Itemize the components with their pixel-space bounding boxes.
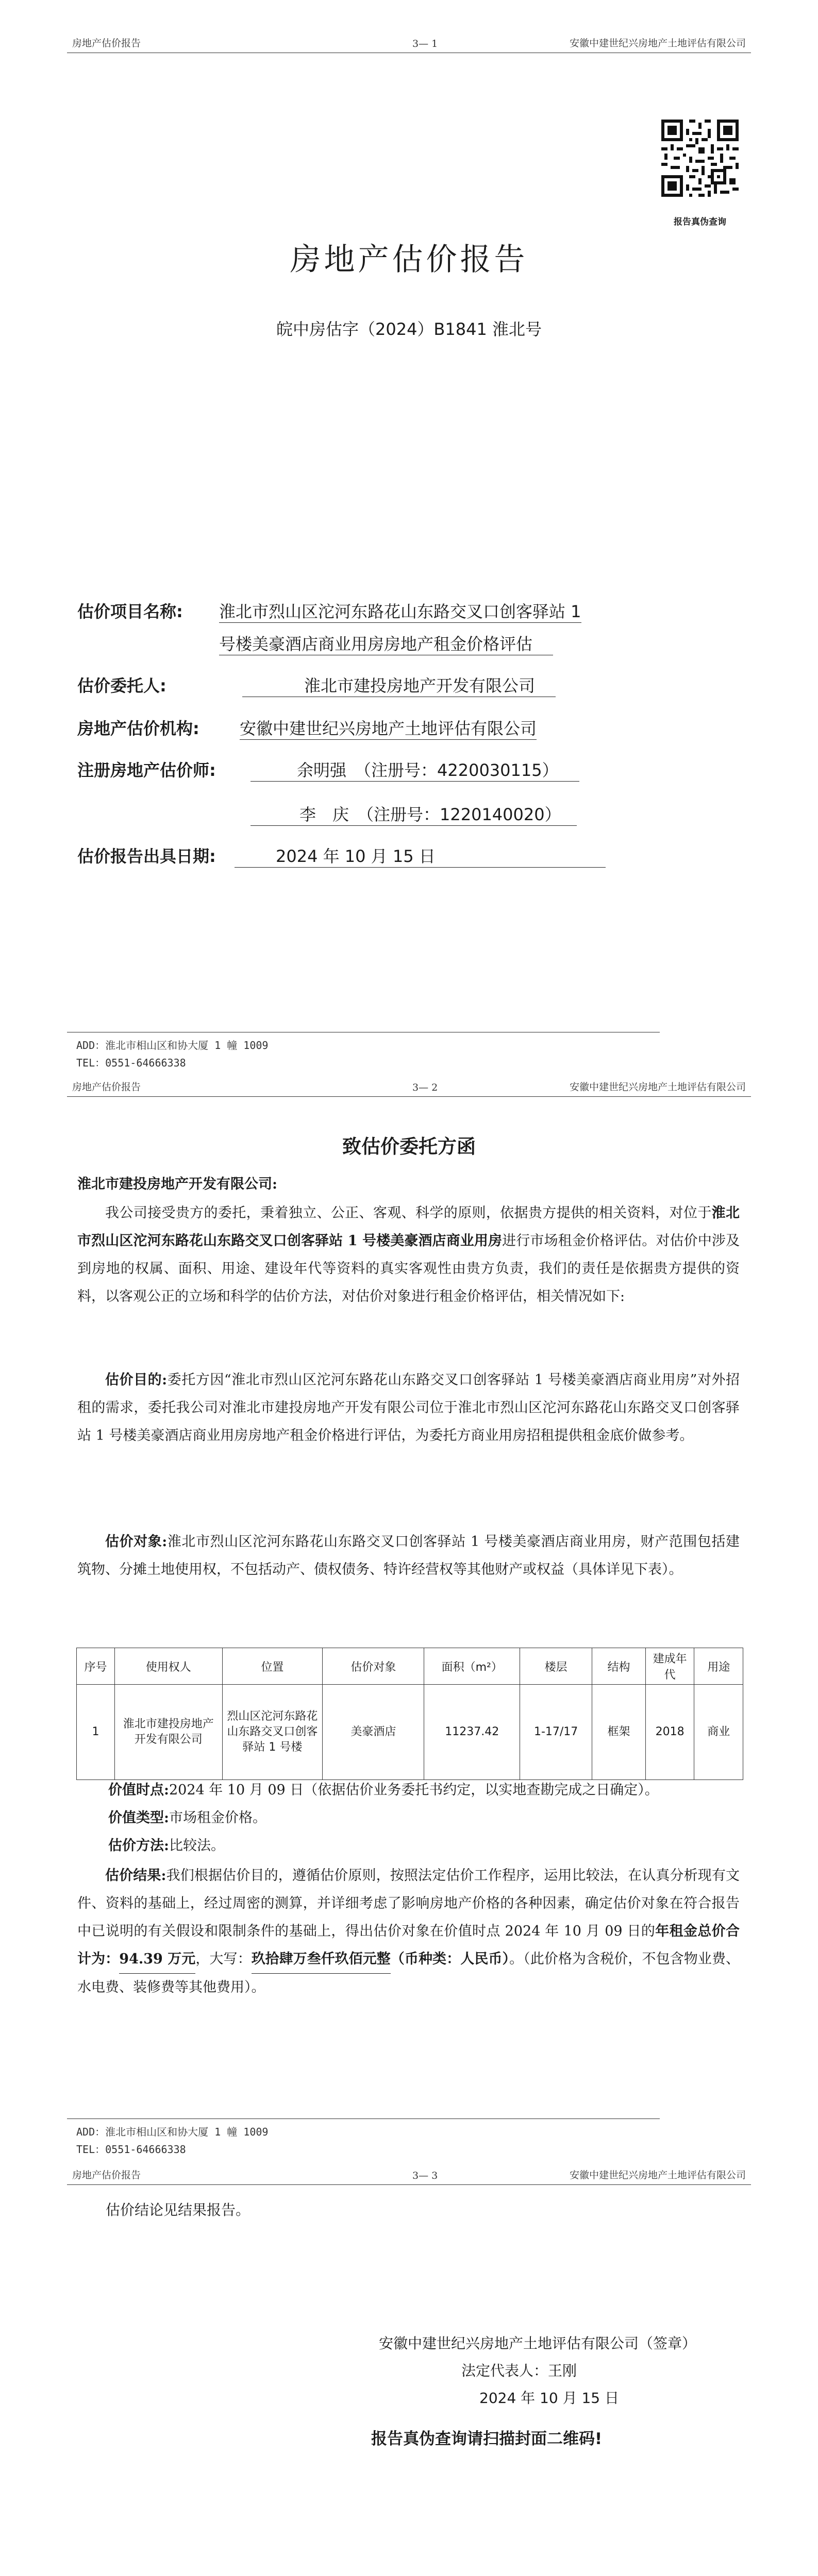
project-name-line2: 号楼美豪酒店商业用房房地产租金价格评估 bbox=[219, 631, 553, 655]
qr-code[interactable] bbox=[661, 120, 739, 197]
table-row bbox=[77, 1685, 743, 1780]
valuation-result: 估价结果:我们根据估价目的，遵循估价原则，按照法定估价工作程序，运用比较法，在认真分析现有文件、资料的基础上，经过周密的测算，并详细考虑了影响房地产价格的各种因素，确定估价对象在符合报告中已说明的有关假设和限制条件的基础上，得出估价对象在价值时点 2024 年 10 月 09 日的年租金总价合计为：94.39 万元，大写：玖拾肆万叁仟玖佰元整（币种类：人民币）。（此价格为含税价，不包含物业费、水电费、装修费等其他费用）。 bbox=[77, 1868, 740, 1995]
footer-tel: TEL：0551-64666338 bbox=[76, 2143, 186, 2156]
table-header: 结构 bbox=[592, 1648, 646, 1685]
table-cell: 11237.42 bbox=[424, 1685, 520, 1780]
report-title: 房地产估价报告 bbox=[290, 242, 528, 278]
appraiser-2: 李 庆 （注册号：1220140020） bbox=[251, 802, 577, 826]
project-name-label: 估价项目名称: bbox=[77, 602, 183, 621]
header-left: 房地产估价报告 bbox=[72, 38, 141, 49]
valuation-method: 估价方法:比较法。 bbox=[108, 1838, 225, 1854]
page-header bbox=[67, 2164, 751, 2185]
table-cell: 2018 bbox=[645, 1685, 694, 1780]
page-header bbox=[67, 1076, 751, 1097]
appraiser-1: 余明强 （注册号：4220030115） bbox=[251, 757, 579, 782]
table-cell: 商业 bbox=[694, 1685, 743, 1780]
page-footer bbox=[67, 2119, 660, 2158]
qr-label: 报告真伪查询 bbox=[674, 217, 726, 227]
table-cell: 烈山区沱河东路花山东路交叉口创客驿站 1 号楼 bbox=[222, 1685, 323, 1780]
signing-date: 2024 年 10 月 15 日 bbox=[479, 2389, 620, 2406]
table-header: 用途 bbox=[694, 1648, 743, 1685]
footer-tel: TEL：0551-64666338 bbox=[76, 1057, 186, 1069]
page-footer bbox=[67, 1032, 660, 1072]
table-header: 估价对象 bbox=[323, 1648, 424, 1685]
letter-salutation: 淮北市建投房地产开发有限公司: bbox=[77, 1176, 277, 1192]
footer-address: ADD：淮北市相山区和协大厦 1 幢 1009 bbox=[76, 1039, 269, 1052]
header-page-number: 3— 1 bbox=[412, 38, 438, 49]
table-header: 面积（m²） bbox=[424, 1648, 520, 1685]
value-date: 价值时点:2024 年 10 月 09 日（依据估价业务委托书约定，以实地查勘完成之日确定）。 bbox=[108, 1782, 659, 1798]
report-number: 皖中房估字（2024）B1841 淮北号 bbox=[276, 319, 542, 339]
header-left: 房地产估价报告 bbox=[72, 1081, 141, 1093]
table-header-row bbox=[77, 1648, 743, 1685]
property-table bbox=[76, 1648, 743, 1780]
conclusion-note: 估价结论见结果报告。 bbox=[106, 2201, 251, 2218]
verification-note: 报告真伪查询请扫描封面二维码! bbox=[371, 2430, 603, 2448]
table-header: 使用权人 bbox=[115, 1648, 222, 1685]
project-name-line1: 淮北市烈山区沱河东路花山东路交叉口创客驿站 1 bbox=[219, 599, 581, 623]
header-company: 安徽中建世纪兴房地产土地评估有限公司 bbox=[569, 1081, 746, 1093]
header-page-number: 3— 2 bbox=[412, 1082, 438, 1093]
valuation-object: 估价对象:淮北市烈山区沱河东路花山东路交叉口创客驿站 1 号楼美豪酒店商业用房，财产范围包括建筑物、分摊土地使用权，不包括动产、债权债务、特许经营权等其他财产或权益（具体详见下表）。 bbox=[77, 1534, 740, 1578]
table-cell: 1 bbox=[77, 1685, 115, 1780]
table-header: 序号 bbox=[77, 1648, 115, 1685]
table-cell: 1-17/17 bbox=[520, 1685, 592, 1780]
header-left: 房地产估价报告 bbox=[72, 2170, 141, 2181]
table-header: 楼层 bbox=[520, 1648, 592, 1685]
footer-address: ADD：淮北市相山区和协大厦 1 幢 1009 bbox=[76, 2126, 269, 2138]
legal-representative: 法定代表人：王刚 bbox=[461, 2362, 577, 2379]
header-company: 安徽中建世纪兴房地产土地评估有限公司 bbox=[569, 2170, 746, 2181]
agency-label: 房地产估价机构: bbox=[77, 719, 199, 738]
agency-value: 安徽中建世纪兴房地产土地评估有限公司 bbox=[240, 716, 537, 740]
letter-title: 致估价委托方函 bbox=[342, 1136, 476, 1158]
page-header bbox=[67, 32, 751, 53]
table-cell: 框架 bbox=[592, 1685, 646, 1780]
report-date-value: 2024 年 10 月 15 日 bbox=[235, 843, 606, 868]
table-cell: 美豪酒店 bbox=[323, 1685, 424, 1780]
client-label: 估价委托人: bbox=[77, 676, 166, 696]
table-header: 建成年代 bbox=[645, 1648, 694, 1685]
value-type: 价值类型:市场租金价格。 bbox=[108, 1810, 266, 1826]
signing-company: 安徽中建世纪兴房地产土地评估有限公司（签章） bbox=[379, 2335, 697, 2352]
header-company: 安徽中建世纪兴房地产土地评估有限公司 bbox=[569, 38, 746, 49]
header-page-number: 3— 3 bbox=[412, 2170, 438, 2181]
table-header: 位置 bbox=[222, 1648, 323, 1685]
valuation-purpose: 估价目的:委托方因“淮北市烈山区沱河东路花山东路交叉口创客驿站 1 号楼美豪酒店商业用房”对外招租的需求，委托我公司对淮北市建投房地产开发有限公司位于淮北市烈山区沱河东路花山东路交叉口创客驿站 1 号楼美豪酒店商业用房房地产租金价格进行评估，为委托方商业用房招租提供租金底价做参考。 bbox=[77, 1372, 740, 1444]
table-cell: 淮北市建投房地产开发有限公司 bbox=[115, 1685, 222, 1780]
client-value: 淮北市建投房地产开发有限公司 bbox=[242, 673, 556, 697]
appraiser-label: 注册房地产估价师: bbox=[77, 760, 216, 780]
letter-intro: 我公司接受贵方的委托，秉着独立、公正、客观、科学的原则，依据贵方提供的相关资料，对位于淮北市烈山区沱河东路花山东路交叉口创客驿站 1 号楼美豪酒店商业用房进行市场租金价格评估。对估价中涉及到房地的权属、面积、用途、建设年代等资料的真实客观性由贵方负责，我们的责任是依据贵方提供的资料，以客观公正的立场和科学的估价方法，对估价对象进行租金价格评估，相关情况如下: bbox=[77, 1205, 740, 1304]
report-date-label: 估价报告出具日期: bbox=[77, 846, 216, 866]
